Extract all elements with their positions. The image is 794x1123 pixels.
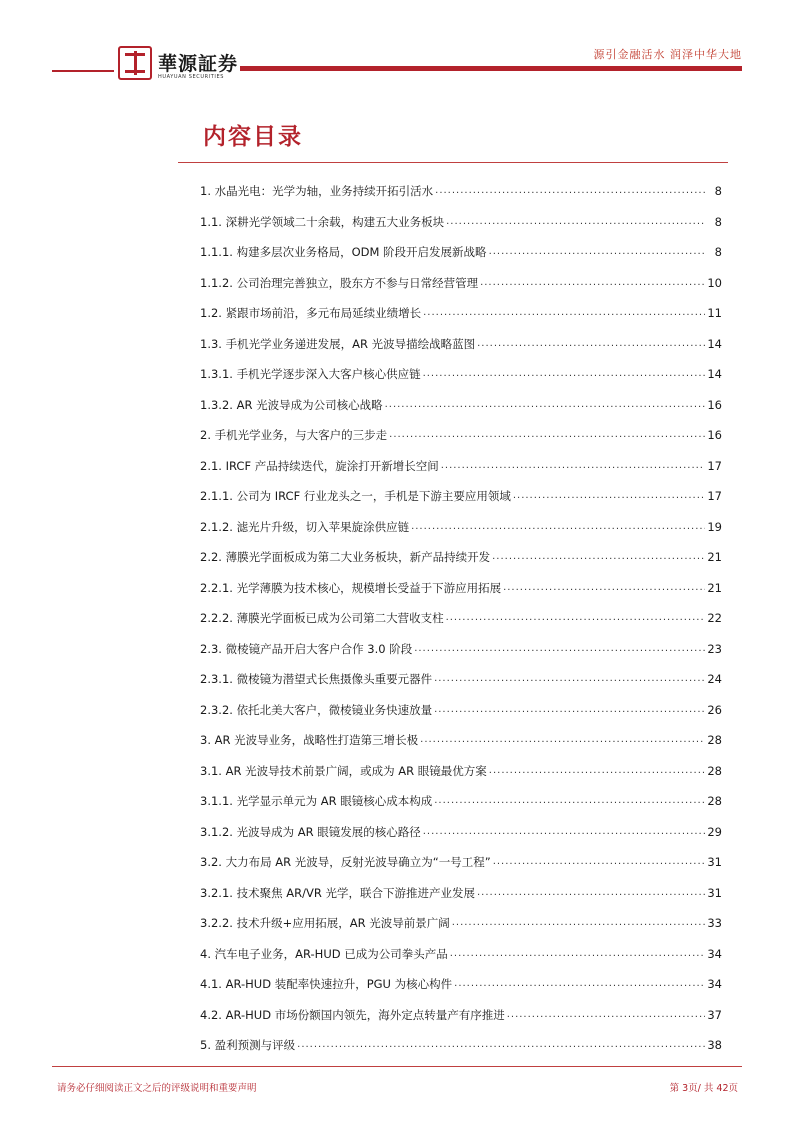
toc-entry[interactable] [200, 459, 722, 490]
toc-page-number: 10 [707, 275, 722, 290]
toc-entry[interactable] [200, 581, 722, 612]
toc-entry-title: 1.3.2. AR 光波导成为公司核心战略 [200, 397, 383, 412]
toc-dot-leader [489, 764, 706, 778]
toc-entry-title: 2.3. 微棱镜产品开启大客户合作 3.0 阶段 [200, 641, 413, 656]
toc-entry-title: 5. 盈利预测与评级 [200, 1038, 296, 1052]
toc-entry-title: 4. 汽车电子业务，AR-HUD 已成为公司拳头产品 [200, 946, 448, 961]
toc-dot-leader [492, 550, 705, 564]
toc-page-number: 29 [707, 824, 722, 839]
toc-entry-title: 3.2.2. 技术升级+应用拓展，AR 光波导前景广阔 [200, 916, 450, 930]
toc-dot-leader [441, 459, 706, 473]
toc-dot-leader [385, 398, 706, 412]
toc-page-number: 21 [707, 550, 722, 564]
toc-entry[interactable] [200, 855, 722, 886]
toc-page-number: 26 [707, 702, 722, 717]
toc-entry-title: 3.1. AR 光波导技术前景广阔，或成为 AR 眼镜最优方案 [200, 763, 487, 778]
toc-entry-title: 3.2. 大力布局 AR 光波导，反射光波导确立为“一号工程” [200, 855, 491, 869]
toc-entry-title: 2.1. IRCF 产品持续迭代，旋涂打开新增长空间 [200, 458, 439, 473]
toc-entry[interactable] [200, 245, 722, 276]
toc-entry-title: 2.2.1. 光学薄膜为技术核心，规模增长受益于下游应用拓展 [200, 580, 502, 595]
toc-entry[interactable] [200, 703, 722, 734]
footer-divider [52, 1066, 742, 1067]
toc-dot-leader [414, 642, 705, 656]
toc-dot-leader [411, 520, 705, 534]
toc-entry-title: 3.1.1. 光学显示单元为 AR 眼镜核心成本构成 [200, 794, 433, 808]
toc-dot-leader [434, 672, 705, 686]
toc-dot-leader [452, 916, 706, 930]
toc-entry[interactable] [200, 215, 722, 246]
toc-page-number: 8 [714, 245, 722, 259]
toc-page-number: 16 [707, 428, 722, 442]
company-logo [118, 46, 239, 84]
toc-page-number: 14 [707, 367, 722, 381]
logo-subtitle: HUAYUAN SECURITIES [158, 74, 225, 80]
toc-entry[interactable] [200, 550, 722, 581]
toc-entry[interactable] [200, 520, 722, 551]
toc-entry[interactable] [200, 428, 722, 459]
toc-entry-title: 3. AR 光波导业务，战略性打造第三增长极 [200, 733, 419, 747]
toc-entry-title: 1.1. 深耕光学领域二十余载，构建五大业务板块 [200, 214, 445, 229]
toc-dot-leader [446, 611, 706, 625]
toc-page-number: 14 [707, 336, 722, 351]
toc-page-number: 17 [707, 458, 722, 473]
toc-entry[interactable] [200, 489, 722, 520]
toc-page-number: 23 [707, 641, 722, 656]
footer-disclaimer: 请务必仔细阅读正文之后的评级说明和重要声明 [57, 1083, 257, 1094]
toc-dot-leader [420, 733, 705, 747]
toc-entry-title: 1.3.1. 手机光学逐步深入大客户核心供应链 [200, 367, 421, 381]
toc-dot-leader [434, 703, 705, 717]
toc-page-number: 19 [707, 519, 722, 534]
toc-page-number: 24 [707, 672, 722, 686]
toc-entry[interactable] [200, 276, 722, 307]
toc-entry[interactable] [200, 611, 722, 642]
toc-entry-title: 1.3. 手机光学业务递进发展，AR 光波导描绘战略蓝图 [200, 336, 476, 351]
toc-entry[interactable] [200, 337, 722, 368]
toc-entry[interactable] [200, 642, 722, 673]
toc-entry[interactable] [200, 947, 722, 978]
toc-dot-leader [446, 215, 706, 229]
toc-page-number: 34 [707, 977, 722, 991]
toc-entry[interactable] [200, 977, 722, 1008]
toc-entry-title: 3.1.2. 光波导成为 AR 眼镜发展的核心路径 [200, 824, 421, 839]
toc-entry-title: 1.1.1. 构建多层次业务格局，ODM 阶段开启发展新战略 [200, 245, 487, 259]
toc-entry-title: 2.2. 薄膜光学面板成为第二大业务板块，新产品持续开发 [200, 550, 491, 564]
toc-dot-leader [480, 276, 705, 290]
toc-dot-leader [423, 367, 706, 381]
toc-entry[interactable] [200, 1038, 722, 1069]
toc-entry-title: 2.2.2. 薄膜光学面板已成为公司第二大营收支柱 [200, 611, 444, 625]
toc-entry[interactable] [200, 825, 722, 856]
toc-page-number: 17 [707, 489, 722, 503]
toc-entry[interactable] [200, 672, 722, 703]
toc-page-number: 37 [707, 1007, 722, 1022]
toc-dot-leader [503, 581, 705, 595]
toc-entry-title: 4.2. AR-HUD 市场份额国内领先，海外定点转量产有序推进 [200, 1007, 505, 1022]
toc-entry[interactable] [200, 764, 722, 795]
toc-entry-title: 2. 手机光学业务，与大客户的三步走 [200, 428, 388, 442]
toc-dot-leader [493, 855, 706, 869]
toc-entry[interactable] [200, 886, 722, 917]
header-slogan: 源引金融活水 润泽中华大地 [593, 48, 742, 61]
toc-dot-leader [423, 825, 706, 839]
header-rule-right [240, 66, 742, 71]
toc-entry[interactable] [200, 1008, 722, 1039]
toc-page-number: 11 [707, 306, 722, 320]
toc-page-number: 28 [707, 733, 722, 747]
toc-page-number: 22 [707, 611, 722, 625]
toc-dot-leader [454, 977, 705, 991]
toc-page-number: 38 [707, 1038, 722, 1052]
toc-page-number: 28 [707, 763, 722, 778]
toc-page-number: 8 [714, 214, 722, 229]
title-divider [178, 162, 728, 163]
toc-dot-leader [513, 489, 706, 503]
toc-entry[interactable] [200, 733, 722, 764]
toc-page-number: 34 [707, 946, 722, 961]
toc-dot-leader [297, 1038, 705, 1052]
toc-page-number: 28 [707, 794, 722, 808]
toc-page-number: 16 [707, 397, 722, 412]
toc-entry-title: 1.1.2. 公司治理完善独立，股东方不参与日常经营管理 [200, 275, 479, 290]
toc-entry-title: 3.2.1. 技术聚焦 AR/VR 光学，联合下游推进产业发展 [200, 885, 475, 900]
page-title: 内容目录 [203, 124, 303, 150]
toc-dot-leader [450, 947, 706, 961]
toc-dot-leader [423, 306, 705, 320]
header-rule-left [52, 70, 114, 72]
footer-page-info: 第 3页/ 共 42页 [669, 1083, 738, 1094]
toc-entry-title: 2.1.1. 公司为 IRCF 行业龙头之一，手机是下游主要应用领域 [200, 489, 511, 503]
toc-entry[interactable] [200, 398, 722, 429]
toc-dot-leader [477, 886, 705, 900]
toc-dot-leader [477, 337, 705, 351]
toc-entry-title: 2.3.2. 依托北美大客户，微棱镜业务快速放量 [200, 702, 433, 717]
logo-name: 華源証券 [158, 53, 239, 75]
toc-entry[interactable] [200, 306, 722, 337]
toc-entry-title: 1. 水晶光电：光学为轴，业务持续开拓引活水 [200, 184, 434, 198]
toc-page-number: 21 [707, 580, 722, 595]
toc-dot-leader [435, 184, 706, 198]
logo-emblem-icon [118, 46, 152, 80]
toc-page-number: 31 [707, 855, 722, 869]
toc-dot-leader [507, 1008, 706, 1022]
toc-entry[interactable] [200, 367, 722, 398]
toc-entry-title: 1.2. 紧跟市场前沿，多元布局延续业绩增长 [200, 306, 422, 320]
table-of-contents [200, 184, 722, 1069]
toc-page-number: 31 [707, 885, 722, 900]
toc-page-number: 33 [707, 916, 722, 930]
toc-entry[interactable] [200, 184, 722, 215]
toc-entry[interactable] [200, 794, 722, 825]
toc-dot-leader [489, 245, 706, 259]
toc-entry-title: 2.3.1. 微棱镜为潜望式长焦摄像头重要元器件 [200, 672, 433, 686]
toc-entry[interactable] [200, 916, 722, 947]
toc-entry-title: 4.1. AR-HUD 装配率快速拉升，PGU 为核心构件 [200, 977, 453, 991]
toc-dot-leader [434, 794, 705, 808]
toc-page-number: 8 [714, 184, 722, 198]
toc-dot-leader [389, 428, 705, 442]
page-header [0, 0, 794, 90]
toc-entry-title: 2.1.2. 滤光片升级，切入苹果旋涂供应链 [200, 519, 410, 534]
